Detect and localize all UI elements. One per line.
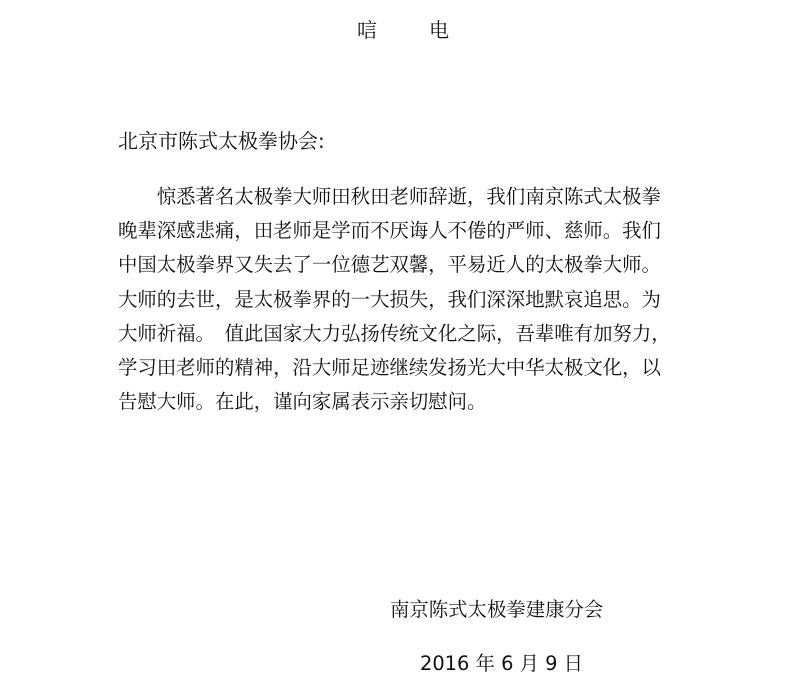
body-line: 惊悉著名太极拳大师田秋田老师辞逝，我们南京陈式太极拳 [118, 185, 661, 208]
body-line: 晚辈深感悲痛，田老师是学而不厌诲人不倦的严师、慈师。我们 [118, 219, 661, 243]
salutation: 北京市陈式太极拳协会: [118, 129, 325, 153]
title-char-2: 电 [429, 18, 449, 42]
letter-body [118, 180, 678, 419]
body-line: 中国太极拳界又失去了一位德艺双馨，平易近人的太极拳大师。 [118, 253, 661, 277]
body-line: 告慰大师。在此，谨向家属表示亲切慰问。 [118, 390, 487, 414]
body-line: 大师祈福。 值此国家大力弘扬传统文化之际，吾辈唯有加努力， [118, 321, 671, 345]
letter-date: 2016 年 6 月 9 日 [420, 652, 584, 675]
body-line: 学习田老师的精神，沿大师足迹继续发扬光大中华太极文化，以 [118, 355, 661, 379]
sender-signature: 南京陈式太极拳建康分会 [390, 598, 604, 621]
document-title [357, 17, 449, 43]
body-line: 大师的去世，是太极拳界的一大损失，我们深深地默哀追思。为 [118, 287, 661, 311]
title-char-1: 唁 [357, 18, 377, 42]
